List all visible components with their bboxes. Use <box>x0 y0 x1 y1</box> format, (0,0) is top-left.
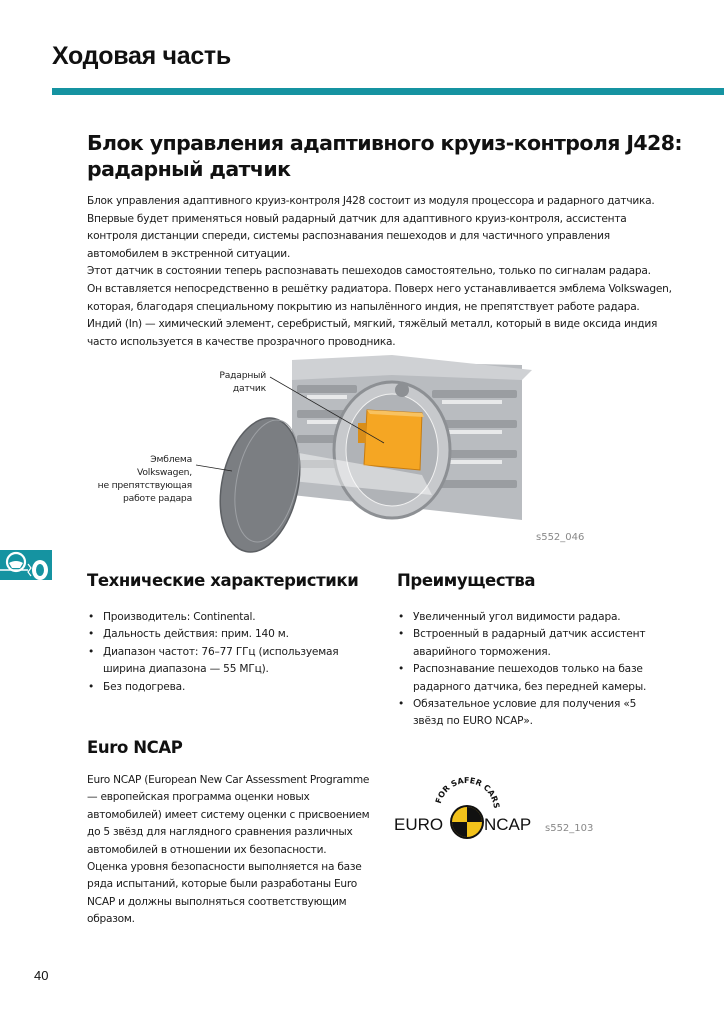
label-line: не препятствующая <box>97 480 192 491</box>
page-title-line-1: Блок управления адаптивного круиз-контроля J428: <box>87 131 682 155</box>
label-line: Радарный <box>219 370 266 381</box>
chassis-chapter-tab <box>0 550 52 580</box>
list-item <box>397 696 667 731</box>
logo-arc-text: FOR SAFER CARS <box>433 775 502 810</box>
specs-list <box>87 609 367 696</box>
list-item-text: Обязательное условие для получения «5 звёзд по EURO NCAP». <box>413 698 637 728</box>
euro-ncap-logo-graphic <box>392 772 542 842</box>
list-item-text: Дальность действия: прим. 140 м. <box>103 628 289 641</box>
logo-code: s552_103 <box>545 823 594 834</box>
bullet-icon: • <box>398 698 405 711</box>
advantages-heading: Преимущества <box>397 571 536 590</box>
label-line: датчик <box>232 383 266 394</box>
section-title: Ходовая часть <box>52 42 231 70</box>
section-divider <box>52 88 724 95</box>
ncap-paragraph: Оценка уровня безопасности выполняется на базе ряда испытаний, которые были разработаны Euro NCAP и должны выполняться соответствующим образом. <box>87 861 362 926</box>
page-title-line-2: радарный датчик <box>87 157 291 181</box>
bullet-icon: • <box>88 611 95 623</box>
intro-paragraph: Он вставляется непосредственно в решётку радиатора. Поверх него устанавливается эмблема Volkswagen, которая, благодаря специальному покрытию из напылённого индия, не препятствует работе радара. <box>87 282 672 313</box>
list-item <box>87 626 367 643</box>
bullet-icon: • <box>88 680 95 693</box>
bullet-icon: • <box>398 611 405 623</box>
list-item <box>397 661 667 696</box>
label-line: работе радара <box>123 493 192 504</box>
radar-sensor-figure <box>92 355 592 555</box>
intro-text <box>87 193 687 351</box>
bullet-icon: • <box>88 628 95 641</box>
euro-ncap-logo <box>392 772 542 842</box>
intro-paragraph: Этот датчик в состоянии теперь распознавать пешеходов самостоятельно, только по сигналам радара. <box>87 265 651 278</box>
emblem-label <box>92 453 192 505</box>
page-number: 40 <box>34 968 49 983</box>
list-item <box>397 609 667 626</box>
intro-paragraph: Индий (In) — химический элемент, серебристый, мягкий, тяжёлый металл, который в виде оксида индия часто используется в качестве прозрачного проводника. <box>87 318 658 348</box>
list-item-text: Диапазон частот: 76–77 ГГц (используемая ширина диапазона — 55 МГц). <box>103 645 339 676</box>
ncap-paragraph: Euro NCAP (European New Car Assessment Programme — европейская программа оценки новых автомобилей) имеет систему оценки с присвоением до 5 звёзд для наглядного сравнения различных автомобилей в отношении их безопасности. <box>87 774 370 856</box>
list-item-text: Увеличенный угол видимости радара. <box>413 611 621 623</box>
intro-paragraph: Впервые будет применяться новый радарный датчик для адаптивного круиз-контроля, ассистента контроля дистанции спереди, системы распознавания пешеходов и для частичного управления автомобилем в экстренной ситуации. <box>87 212 627 260</box>
euro-ncap-heading: Euro NCAP <box>87 738 183 757</box>
figure-code: s552_046 <box>536 532 585 543</box>
intro-paragraph: Блок управления адаптивного круиз-контроля J428 состоит из модуля процессора и радарного датчика. <box>87 195 655 207</box>
svg-text:FOR SAFER CARS <box>434 776 501 809</box>
list-item <box>87 679 367 696</box>
list-item <box>87 609 367 626</box>
list-item-text: Без подогрева. <box>103 680 186 693</box>
euro-ncap-text <box>87 772 377 929</box>
radar-sensor-label <box>178 369 266 395</box>
logo-euro-text: EURO <box>394 815 444 834</box>
steering-wheel-tire-icon <box>0 550 52 580</box>
label-line: Volkswagen, <box>136 467 192 478</box>
bullet-icon: • <box>398 628 405 641</box>
logo-ncap-text: NCAP <box>484 815 532 834</box>
specs-heading: Технические характеристики <box>87 571 359 590</box>
advantages-list <box>397 609 667 731</box>
bullet-icon: • <box>398 663 405 676</box>
list-item-text: Распознавание пешеходов только на базе радарного датчика, без передней камеры. <box>413 663 647 693</box>
page-title <box>87 130 687 182</box>
bullet-icon: • <box>88 645 95 658</box>
label-line: Эмблема <box>150 454 192 465</box>
list-item <box>397 626 667 661</box>
list-item <box>87 644 367 679</box>
list-item-text: Производитель: Continental. <box>103 611 256 623</box>
list-item-text: Встроенный в радарный датчик ассистент аварийного торможения. <box>413 628 646 658</box>
